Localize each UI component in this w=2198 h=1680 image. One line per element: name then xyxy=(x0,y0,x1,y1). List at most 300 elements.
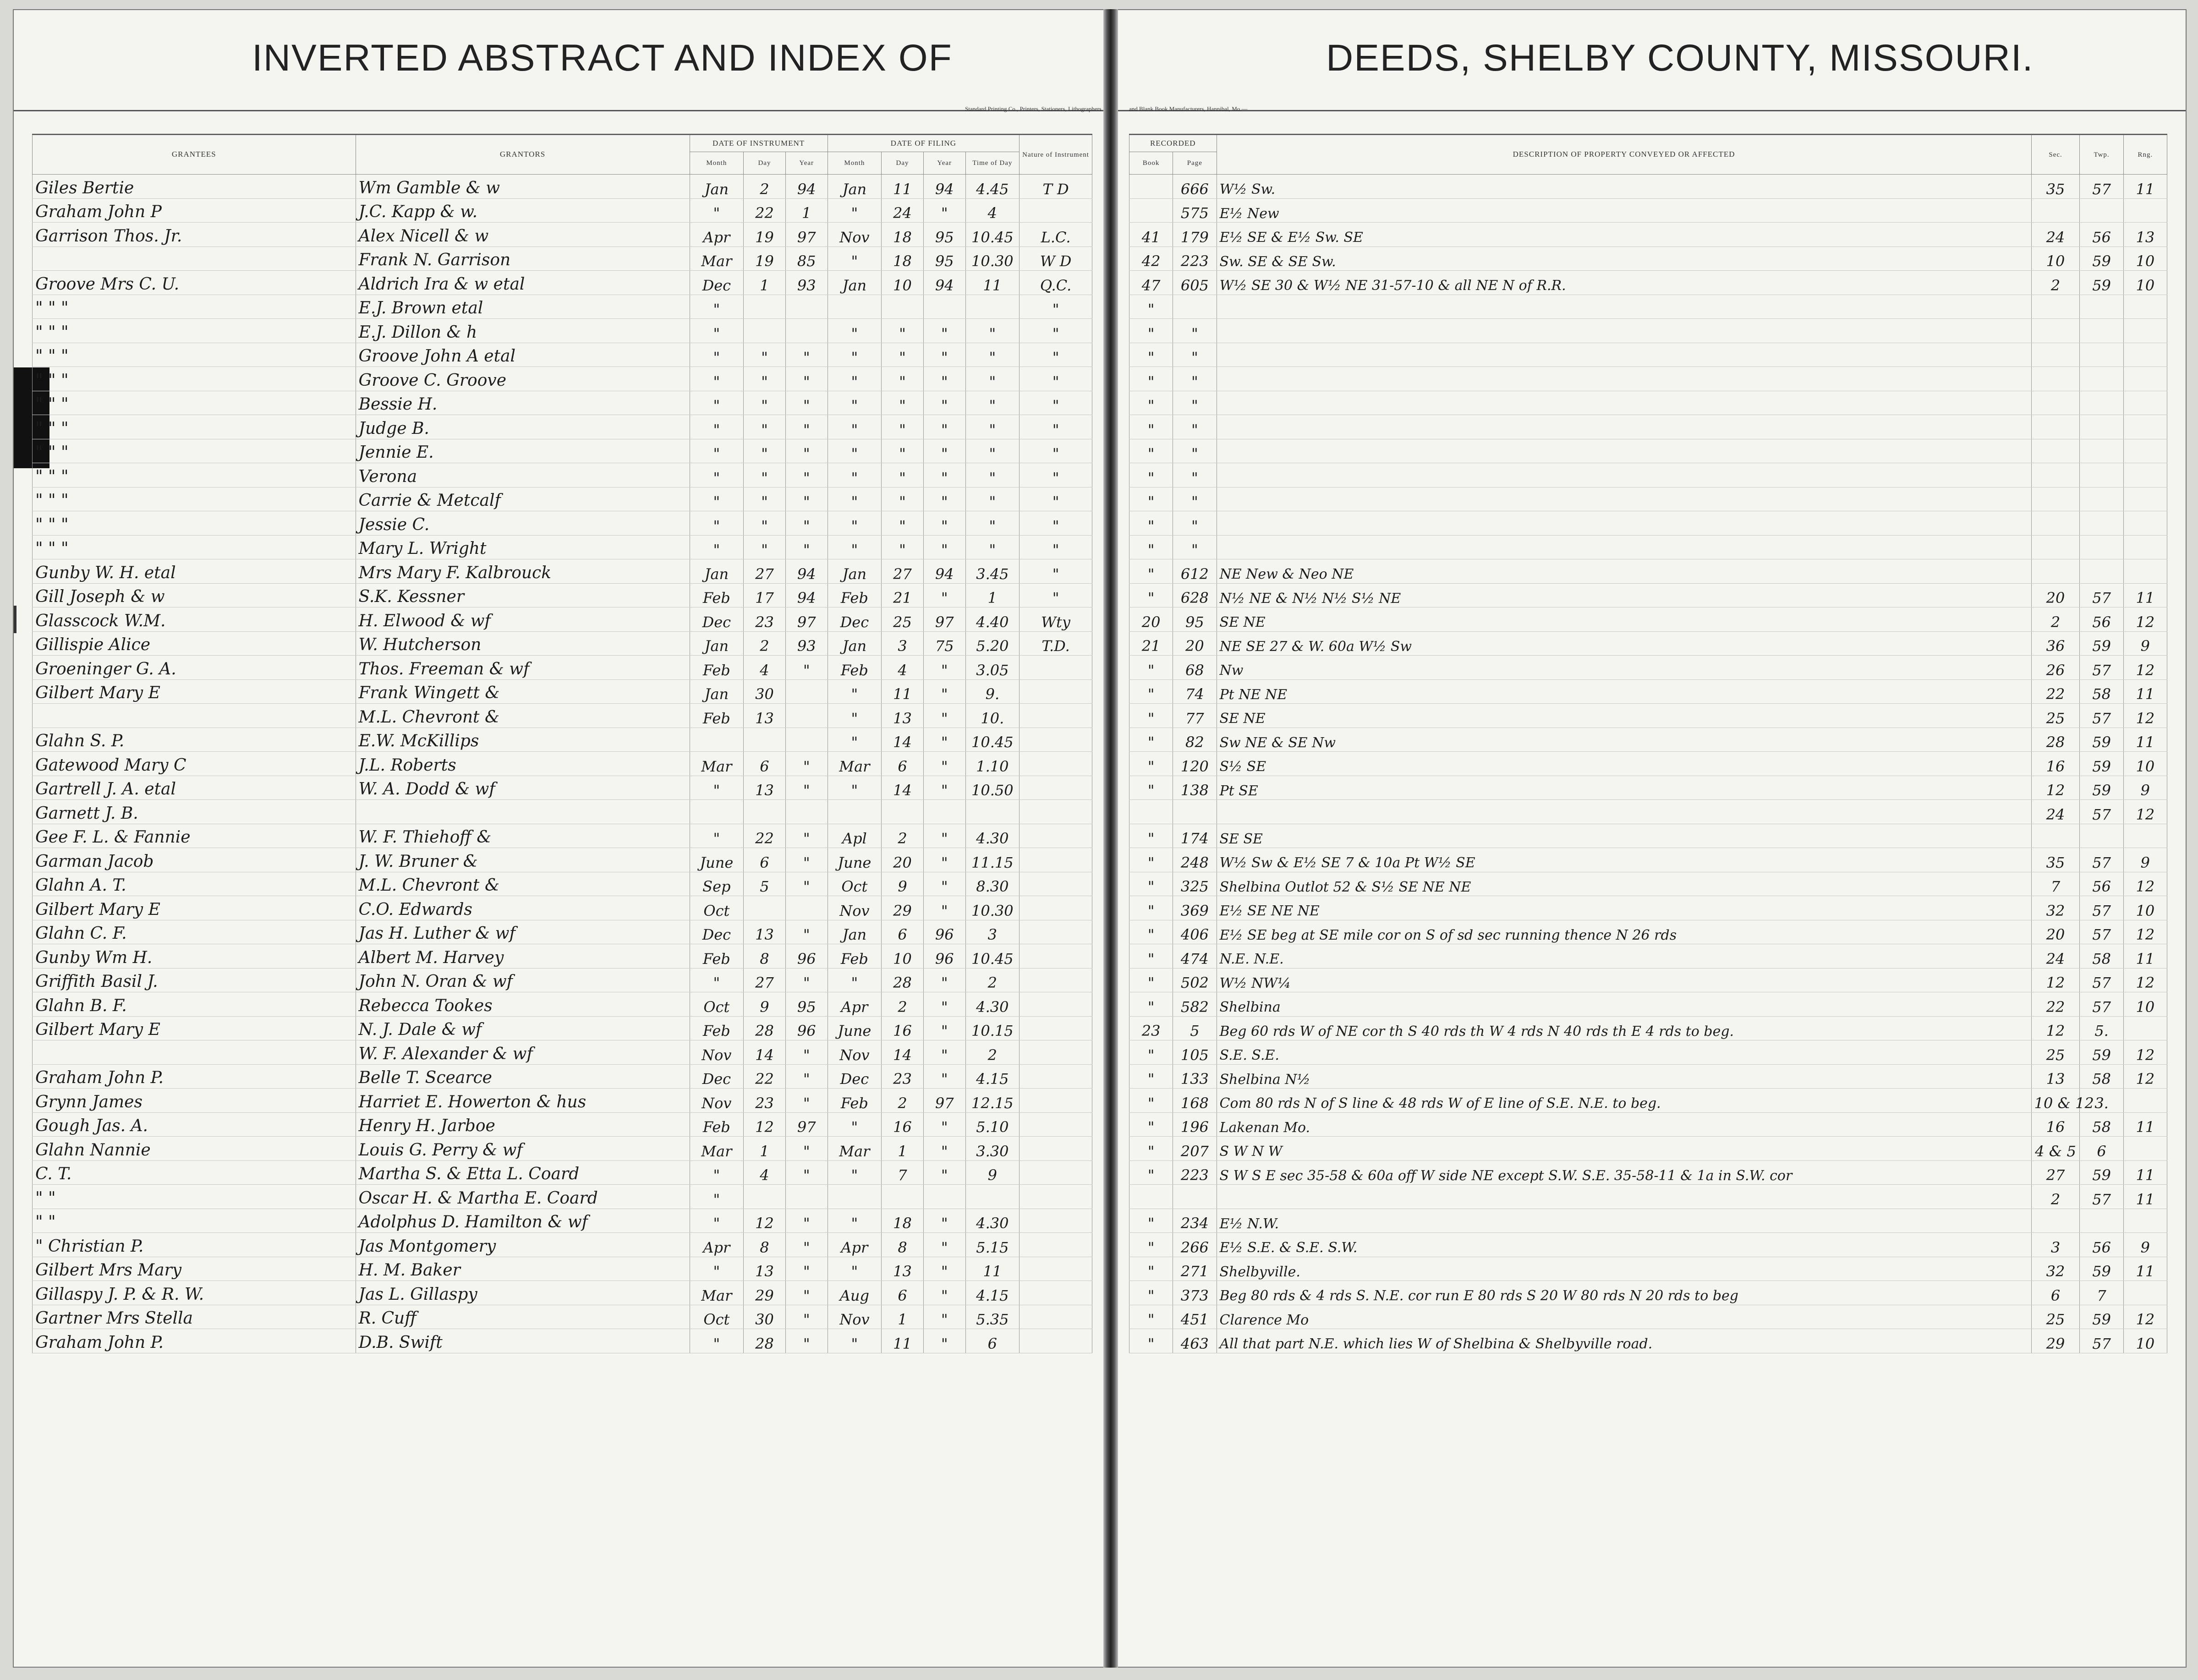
col-fil-time: Time of Day xyxy=(965,152,1020,175)
page-cell: 666 xyxy=(1173,175,1217,199)
rng-cell: 12 xyxy=(2123,607,2167,632)
right-ledger-page xyxy=(1110,9,2187,1668)
grantee-cell: " " " xyxy=(33,535,356,559)
table-row xyxy=(1129,271,2167,295)
page-cell: 605 xyxy=(1173,271,1217,295)
nature-cell xyxy=(1020,1160,1092,1185)
fil-day-cell: " xyxy=(882,535,924,559)
inst-day-cell: 13 xyxy=(744,704,786,728)
inst-year-cell: " xyxy=(785,656,828,680)
table-row xyxy=(1129,944,2167,969)
grantor-cell: Jas L. Gillaspy xyxy=(356,1281,690,1305)
table-row xyxy=(1129,1016,2167,1040)
table-row xyxy=(1129,198,2167,223)
inst-year-cell: 96 xyxy=(785,1016,828,1040)
grantor-cell xyxy=(356,800,690,824)
sec-cell: 7 xyxy=(2031,872,2080,896)
description-cell: E½ New xyxy=(1217,198,2031,223)
sec-cell: 3 xyxy=(2031,1233,2080,1257)
inst-year-cell: " xyxy=(785,367,828,391)
inst-day-cell xyxy=(744,1185,786,1209)
table-row xyxy=(1129,607,2167,632)
grantee-cell xyxy=(33,704,356,728)
inst-month-cell: " xyxy=(690,391,744,415)
table-row xyxy=(1129,1185,2167,1209)
inst-day-cell: " xyxy=(744,415,786,439)
grantor-cell: Carrie & Metcalf xyxy=(356,487,690,511)
twp-cell: 7 xyxy=(2080,1281,2123,1305)
page-cell: 68 xyxy=(1173,656,1217,680)
table-row xyxy=(33,391,1092,415)
rng-cell: 12 xyxy=(2123,704,2167,728)
fil-year-cell: " xyxy=(923,343,965,367)
inst-month-cell: Mar xyxy=(690,1281,744,1305)
page-title-right: DEEDS, SHELBY COUNTY, MISSOURI. xyxy=(1326,37,2034,79)
rng-cell xyxy=(2123,824,2167,848)
inst-month-cell: " xyxy=(690,198,744,223)
inst-day-cell: 23 xyxy=(744,1089,786,1113)
twp-cell: 59 xyxy=(2080,1257,2123,1281)
rng-cell xyxy=(2123,391,2167,415)
inst-month-cell: Nov xyxy=(690,1040,744,1065)
description-cell: S½ SE xyxy=(1217,752,2031,776)
fil-year-cell: " xyxy=(923,367,965,391)
col-description: DESCRIPTION OF PROPERTY CONVEYED OR AFFECTED xyxy=(1217,135,2031,175)
fil-time-cell: " xyxy=(965,367,1020,391)
book-cell: " xyxy=(1129,511,1173,536)
rng-cell: 9 xyxy=(2123,848,2167,872)
fil-year-cell xyxy=(923,800,965,824)
rng-cell xyxy=(2123,535,2167,559)
sec-cell: 25 xyxy=(2031,1040,2080,1065)
rng-cell: 11 xyxy=(2123,1112,2167,1137)
fil-day-cell: " xyxy=(882,487,924,511)
description-cell: Beg 60 rds W of NE cor th S 40 rds th W 4 rds N 40 rds th E 4 rds to beg. xyxy=(1217,1016,2031,1040)
grantee-cell: " " " xyxy=(33,511,356,536)
inst-month-cell: Oct xyxy=(690,992,744,1017)
table-row xyxy=(1129,391,2167,415)
sec-cell: 10 & 12 xyxy=(2031,1089,2080,1113)
twp-cell: 59 xyxy=(2080,1305,2123,1329)
col-grantees: GRANTEES xyxy=(33,135,356,175)
page-cell: 82 xyxy=(1173,728,1217,752)
inst-month-cell: Dec xyxy=(690,607,744,632)
grantor-cell: W. A. Dodd & wf xyxy=(356,776,690,800)
col-nature: Nature of Instrument xyxy=(1020,135,1092,175)
description-cell: Clarence Mo xyxy=(1217,1305,2031,1329)
twp-cell: 6 xyxy=(2080,1137,2123,1161)
sec-cell xyxy=(2031,824,2080,848)
fil-year-cell: " xyxy=(923,415,965,439)
inst-month-cell: " xyxy=(690,487,744,511)
nature-cell: Q.C. xyxy=(1020,271,1092,295)
fil-month-cell: " xyxy=(828,968,882,992)
description-cell: E½ S.E. & S.E. S.W. xyxy=(1217,1233,2031,1257)
table-row xyxy=(1129,728,2167,752)
description-cell: W½ NW¼ xyxy=(1217,968,2031,992)
sec-cell: 16 xyxy=(2031,752,2080,776)
nature-cell xyxy=(1020,896,1092,920)
col-date-instrument: DATE OF INSTRUMENT xyxy=(690,135,828,152)
nature-cell xyxy=(1020,872,1092,896)
grantee-cell: " " xyxy=(33,1209,356,1233)
grantor-cell: Mary L. Wright xyxy=(356,535,690,559)
sec-cell: 2 xyxy=(2031,271,2080,295)
description-cell: E½ SE NE NE xyxy=(1217,896,2031,920)
sec-cell: 25 xyxy=(2031,1305,2080,1329)
fil-day-cell: 1 xyxy=(882,1137,924,1161)
fil-year-cell: " xyxy=(923,1112,965,1137)
inst-day-cell: 23 xyxy=(744,607,786,632)
description-cell: Shelbina Outlot 52 & S½ SE NE NE xyxy=(1217,872,2031,896)
fil-month-cell: " xyxy=(828,704,882,728)
page-cell: 120 xyxy=(1173,752,1217,776)
inst-day-cell: " xyxy=(744,487,786,511)
fil-day-cell: 3 xyxy=(882,631,924,656)
grantee-cell: Glahn S. P. xyxy=(33,728,356,752)
rng-cell xyxy=(2123,559,2167,584)
description-cell: S.E. S.E. xyxy=(1217,1040,2031,1065)
fil-month-cell: Mar xyxy=(828,1137,882,1161)
nature-cell xyxy=(1020,920,1092,944)
grantee-cell: " " " xyxy=(33,415,356,439)
book-cell: " xyxy=(1129,1329,1173,1353)
sec-cell: 10 xyxy=(2031,246,2080,271)
fil-month-cell: " xyxy=(828,343,882,367)
page-cell: 369 xyxy=(1173,896,1217,920)
description-cell: Sw NE & SE Nw xyxy=(1217,728,2031,752)
grantee-cell: Gartrell J. A. etal xyxy=(33,776,356,800)
fil-month-cell: Feb xyxy=(828,944,882,969)
book-cell: " xyxy=(1129,1137,1173,1161)
fil-time-cell: 11 xyxy=(965,271,1020,295)
fil-month-cell: Dec xyxy=(828,1064,882,1089)
inst-month-cell: " xyxy=(690,463,744,487)
inst-day-cell: 12 xyxy=(744,1209,786,1233)
twp-cell xyxy=(2080,295,2123,319)
col-book: Book xyxy=(1129,152,1173,175)
inst-day-cell: 12 xyxy=(744,1112,786,1137)
page-cell: 463 xyxy=(1173,1329,1217,1353)
table-row xyxy=(1129,1089,2167,1113)
sec-cell xyxy=(2031,319,2080,343)
fil-time-cell: 4.40 xyxy=(965,607,1020,632)
fil-month-cell: Jan xyxy=(828,559,882,584)
nature-cell xyxy=(1020,1016,1092,1040)
book-cell: " xyxy=(1129,1209,1173,1233)
table-row xyxy=(33,583,1092,607)
ledger-table-left xyxy=(32,135,1092,1353)
twp-cell: 57 xyxy=(2080,1329,2123,1353)
description-cell: Pt NE NE xyxy=(1217,679,2031,704)
description-cell: SE NE xyxy=(1217,607,2031,632)
rng-cell xyxy=(2123,319,2167,343)
grantee-cell: " Christian P. xyxy=(33,1233,356,1257)
ledger-right xyxy=(1129,134,2167,1635)
nature-cell xyxy=(1020,944,1092,969)
fil-month-cell: Nov xyxy=(828,1040,882,1065)
fil-year-cell: " xyxy=(923,1209,965,1233)
fil-day-cell: 11 xyxy=(882,175,924,199)
sec-cell: 22 xyxy=(2031,992,2080,1017)
fil-year-cell: 94 xyxy=(923,559,965,584)
sec-cell: 29 xyxy=(2031,1329,2080,1353)
sec-cell: 20 xyxy=(2031,920,2080,944)
description-cell: N½ NE & N½ N½ S½ NE xyxy=(1217,583,2031,607)
grantee-cell: Gunby Wm H. xyxy=(33,944,356,969)
description-cell: Nw xyxy=(1217,656,2031,680)
inst-day-cell: 19 xyxy=(744,223,786,247)
page-cell: " xyxy=(1173,343,1217,367)
table-row xyxy=(1129,1064,2167,1089)
fil-year-cell xyxy=(923,1185,965,1209)
fil-time-cell: 4.15 xyxy=(965,1281,1020,1305)
description-cell xyxy=(1217,343,2031,367)
col-twp: Twp. xyxy=(2080,135,2123,175)
fil-month-cell: " xyxy=(828,535,882,559)
book-cell: " xyxy=(1129,752,1173,776)
grantee-cell: " " " xyxy=(33,367,356,391)
twp-cell: 56 xyxy=(2080,607,2123,632)
table-row xyxy=(33,656,1092,680)
rng-cell: 10 xyxy=(2123,271,2167,295)
fil-day-cell: " xyxy=(882,511,924,536)
page-cell: 612 xyxy=(1173,559,1217,584)
fil-month-cell: " xyxy=(828,776,882,800)
book-cell: " xyxy=(1129,992,1173,1017)
rng-cell xyxy=(2123,295,2167,319)
page-cell: 223 xyxy=(1173,1160,1217,1185)
nature-cell: " xyxy=(1020,319,1092,343)
grantor-cell: Oscar H. & Martha E. Coard xyxy=(356,1185,690,1209)
table-row xyxy=(1129,992,2167,1017)
grantee-cell: " " " xyxy=(33,319,356,343)
fil-day-cell: " xyxy=(882,391,924,415)
rng-cell: 9 xyxy=(2123,776,2167,800)
sec-cell xyxy=(2031,391,2080,415)
book-cell: " xyxy=(1129,439,1173,463)
description-cell: Com 80 rds N of S line & 48 rds W of E line of S.E. N.E. to beg. xyxy=(1217,1089,2031,1113)
sec-cell: 26 xyxy=(2031,656,2080,680)
fil-month-cell: Dec xyxy=(828,607,882,632)
fil-day-cell: " xyxy=(882,463,924,487)
inst-month-cell: Mar xyxy=(690,246,744,271)
sec-cell: 2 xyxy=(2031,607,2080,632)
twp-cell: 59 xyxy=(2080,752,2123,776)
fil-time-cell: " xyxy=(965,343,1020,367)
inst-year-cell: " xyxy=(785,1137,828,1161)
table-row xyxy=(1129,415,2167,439)
sec-cell xyxy=(2031,439,2080,463)
fil-day-cell: " xyxy=(882,319,924,343)
grantor-cell: Jennie E. xyxy=(356,439,690,463)
table-row xyxy=(33,559,1092,584)
grantee-cell: " " " xyxy=(33,439,356,463)
inst-month-cell: June xyxy=(690,848,744,872)
inst-month-cell: Apr xyxy=(690,1233,744,1257)
nature-cell: W D xyxy=(1020,246,1092,271)
table-row xyxy=(1129,656,2167,680)
inst-year-cell: " xyxy=(785,439,828,463)
fil-month-cell xyxy=(828,1185,882,1209)
fil-month-cell xyxy=(828,800,882,824)
rng-cell xyxy=(2123,1089,2167,1113)
nature-cell xyxy=(1020,752,1092,776)
page-cell: " xyxy=(1173,439,1217,463)
inst-month-cell: Feb xyxy=(690,1016,744,1040)
inst-year-cell: 97 xyxy=(785,223,828,247)
fil-month-cell: " xyxy=(828,1209,882,1233)
rng-cell xyxy=(2123,1209,2167,1233)
fil-time-cell: 3.05 xyxy=(965,656,1020,680)
grantee-cell: Groove Mrs C. U. xyxy=(33,271,356,295)
nature-cell xyxy=(1020,1257,1092,1281)
table-row xyxy=(1129,583,2167,607)
grantor-cell: W. F. Thiehoff & xyxy=(356,824,690,848)
inst-year-cell: 94 xyxy=(785,175,828,199)
sec-cell: 24 xyxy=(2031,800,2080,824)
table-row xyxy=(1129,848,2167,872)
inst-day-cell: 5 xyxy=(744,872,786,896)
inst-year-cell: " xyxy=(785,1209,828,1233)
grantee-cell: Gilbert Mary E xyxy=(33,679,356,704)
rng-cell: 12 xyxy=(2123,1305,2167,1329)
nature-cell: " xyxy=(1020,559,1092,584)
inst-month-cell: " xyxy=(690,343,744,367)
inst-month-cell xyxy=(690,728,744,752)
inst-day-cell: 8 xyxy=(744,944,786,969)
grantee-cell: Grynn James xyxy=(33,1089,356,1113)
fil-day-cell: 2 xyxy=(882,992,924,1017)
nature-cell xyxy=(1020,1040,1092,1065)
inst-day-cell: 14 xyxy=(744,1040,786,1065)
table-row xyxy=(1129,439,2167,463)
nature-cell: " xyxy=(1020,367,1092,391)
fil-day-cell: " xyxy=(882,439,924,463)
sec-cell: 12 xyxy=(2031,776,2080,800)
fil-year-cell: 94 xyxy=(923,175,965,199)
nature-cell xyxy=(1020,1064,1092,1089)
fil-year-cell: " xyxy=(923,198,965,223)
inst-day-cell: 6 xyxy=(744,848,786,872)
nature-cell xyxy=(1020,800,1092,824)
table-row xyxy=(33,271,1092,295)
page-cell xyxy=(1173,1185,1217,1209)
table-row xyxy=(1129,872,2167,896)
twp-cell: 56 xyxy=(2080,1233,2123,1257)
col-date-filing: DATE OF FILING xyxy=(828,135,1020,152)
fil-time-cell xyxy=(965,295,1020,319)
fil-day-cell: 10 xyxy=(882,271,924,295)
grantor-cell: Frank N. Garrison xyxy=(356,246,690,271)
fil-day-cell: 25 xyxy=(882,607,924,632)
fil-year-cell: " xyxy=(923,752,965,776)
fil-month-cell: Jan xyxy=(828,920,882,944)
grantee-cell: " " " xyxy=(33,295,356,319)
page-cell: 271 xyxy=(1173,1257,1217,1281)
sec-cell xyxy=(2031,343,2080,367)
grantee-cell: Graham John P xyxy=(33,198,356,223)
description-cell: E½ SE & E½ Sw. SE xyxy=(1217,223,2031,247)
fil-year-cell: " xyxy=(923,1040,965,1065)
fil-year-cell: " xyxy=(923,728,965,752)
table-row xyxy=(1129,704,2167,728)
fil-year-cell: " xyxy=(923,1064,965,1089)
book-cell: " xyxy=(1129,824,1173,848)
fil-year-cell: 94 xyxy=(923,271,965,295)
book-cell: " xyxy=(1129,896,1173,920)
rng-cell: 12 xyxy=(2123,1040,2167,1065)
fil-day-cell: 10 xyxy=(882,944,924,969)
book-cell: " xyxy=(1129,968,1173,992)
fil-day-cell: 2 xyxy=(882,824,924,848)
left-ledger-page xyxy=(13,9,1112,1668)
inst-day-cell: " xyxy=(744,463,786,487)
fil-day-cell: 4 xyxy=(882,656,924,680)
twp-cell: 56 xyxy=(2080,223,2123,247)
twp-cell: 3. xyxy=(2080,1089,2123,1113)
fil-year-cell: " xyxy=(923,1016,965,1040)
fil-month-cell: " xyxy=(828,463,882,487)
inst-month-cell: " xyxy=(690,367,744,391)
grantee-cell: Giles Bertie xyxy=(33,175,356,199)
fil-month-cell: Aug xyxy=(828,1281,882,1305)
inst-year-cell: " xyxy=(785,824,828,848)
rng-cell xyxy=(2123,487,2167,511)
description-cell: Shelbina xyxy=(1217,992,2031,1017)
description-cell xyxy=(1217,535,2031,559)
table-row xyxy=(33,992,1092,1017)
nature-cell: " xyxy=(1020,415,1092,439)
inst-month-cell: Jan xyxy=(690,559,744,584)
book-cell: " xyxy=(1129,776,1173,800)
description-cell xyxy=(1217,463,2031,487)
twp-cell xyxy=(2080,391,2123,415)
table-row xyxy=(33,848,1092,872)
inst-day-cell: 22 xyxy=(744,198,786,223)
book-cell: " xyxy=(1129,944,1173,969)
inst-month-cell: " xyxy=(690,415,744,439)
page-cell: 133 xyxy=(1173,1064,1217,1089)
inst-day-cell: 27 xyxy=(744,968,786,992)
twp-cell: 57 xyxy=(2080,800,2123,824)
book-cell: " xyxy=(1129,848,1173,872)
grantor-cell: Adolphus D. Hamilton & wf xyxy=(356,1209,690,1233)
sec-cell xyxy=(2031,535,2080,559)
table-row xyxy=(1129,246,2167,271)
fil-time-cell: 1 xyxy=(965,583,1020,607)
page-cell: 207 xyxy=(1173,1137,1217,1161)
grantee-cell: Garrison Thos. Jr. xyxy=(33,223,356,247)
grantor-cell: Jas H. Luther & wf xyxy=(356,920,690,944)
grantor-cell: Mrs Mary F. Kalbrouck xyxy=(356,559,690,584)
grantee-cell: Gough Jas. A. xyxy=(33,1112,356,1137)
grantor-cell: Louis G. Perry & wf xyxy=(356,1137,690,1161)
fil-day-cell: 11 xyxy=(882,679,924,704)
sec-cell xyxy=(2031,463,2080,487)
fil-time-cell xyxy=(965,800,1020,824)
sec-cell: 27 xyxy=(2031,1160,2080,1185)
table-row xyxy=(1129,679,2167,704)
fil-year-cell: " xyxy=(923,776,965,800)
book-cell xyxy=(1129,175,1173,199)
twp-cell xyxy=(2080,343,2123,367)
fil-day-cell xyxy=(882,1185,924,1209)
fil-month-cell: Apr xyxy=(828,1233,882,1257)
nature-cell xyxy=(1020,728,1092,752)
description-cell: W½ SE 30 & W½ NE 31-57-10 & all NE N of R.R. xyxy=(1217,271,2031,295)
table-row xyxy=(33,607,1092,632)
